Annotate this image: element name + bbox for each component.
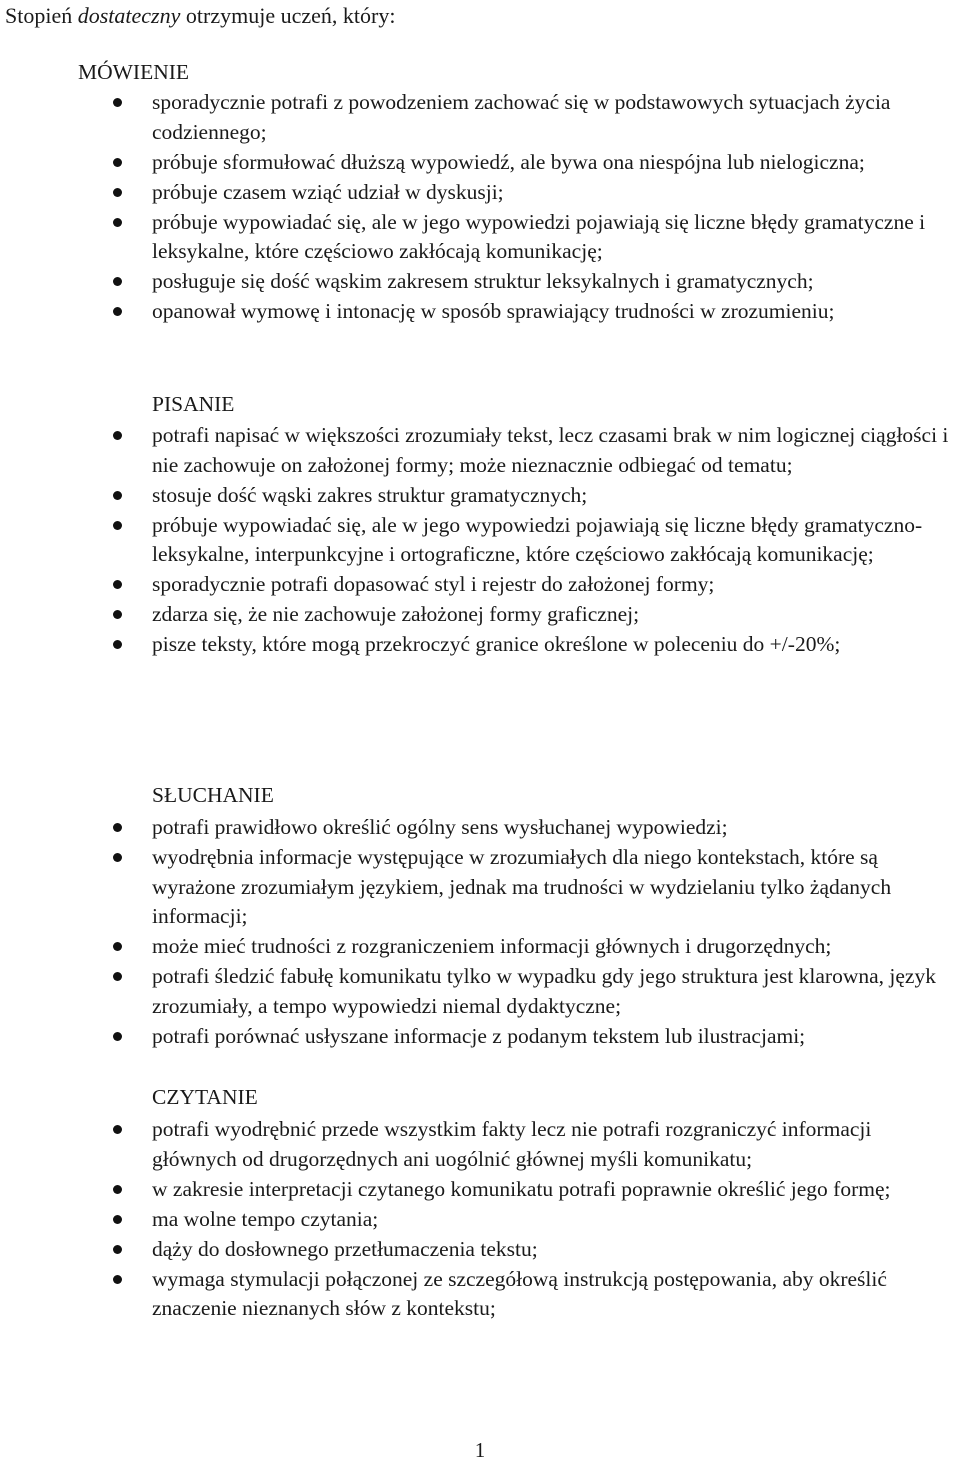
list-item [0,1175,958,1205]
list-item-text: próbuje czasem wziąć udział w dyskusji; [152,179,504,204]
bullet-icon [113,431,122,440]
writing-criteria-list [0,421,958,660]
list-item [0,813,958,843]
list-item-text: opanował wymowę i intonację w sposób sprawiający trudności w zrozumieniu; [152,299,835,324]
bullet-icon [113,972,122,981]
reading-criteria-list [0,1115,958,1324]
list-item [0,297,958,327]
bullet-icon [113,580,122,589]
list-item [0,208,958,267]
speaking-criteria-list [0,88,958,327]
bullet-icon [113,823,122,832]
list-item-text: próbuje wypowiadać się, ale w jego wypowiedzi pojawiają się liczne błędy gramatyczne i leksykalne, które częściowo zakłócają komunikację; [152,209,926,264]
bullet-icon [113,158,122,167]
bullet-icon [113,610,122,619]
list-item [0,178,958,208]
list-item [0,481,958,511]
list-item-text: sporadycznie potrafi dopasować styl i rejestr do założonej formy; [152,572,715,597]
list-item-text: stosuje dość wąski zakres struktur gramatycznych; [152,482,588,507]
list-item-text: w zakresie interpretacji czytanego komunikatu potrafi poprawnie określić jego formę; [152,1176,891,1201]
list-item [0,600,958,630]
list-item [0,421,958,480]
list-item-text: potrafi wyodrębnić przede wszystkim fakty lecz nie potrafi rozgraniczyć informacji głównych od drugorzędnych ani uogólnić głównej myśli komunikatu; [152,1117,872,1171]
list-item [0,148,958,178]
bullet-icon [113,1275,122,1284]
bullet-icon [113,491,122,500]
bullet-icon [113,1215,122,1224]
listening-criteria-list [0,813,958,1052]
list-item [0,570,958,600]
bullet-icon [113,1245,122,1254]
list-item [0,88,958,147]
list-item [0,630,958,660]
bullet-icon [113,853,122,862]
section-heading-reading: CZYTANIE [152,1085,258,1109]
list-item [0,843,958,932]
list-item-text: próbuje sformułować dłuższą wypowiedź, ale bywa ona niespójna lub nielogiczna; [152,149,865,174]
list-item-text: sporadycznie potrafi z powodzeniem zachować się w podstawowych sytuacjach życia codziennego; [152,90,891,144]
list-item [0,1205,958,1235]
list-item-text: zdarza się, że nie zachowuje założonej formy graficznej; [152,602,640,627]
page-title [5,1,395,31]
list-item [0,1265,958,1324]
list-item [0,962,958,1021]
list-item-text: pisze teksty, które mogą przekroczyć granice określone w poleceniu do +/-20%; [152,632,841,657]
section-heading-writing: PISANIE [152,392,235,416]
list-item [0,1022,958,1052]
bullet-icon [113,640,122,649]
list-item-text: dąży do dosłownego przetłumaczenia tekstu; [152,1236,538,1261]
title-suffix: otrzymuje uczeń, który: [180,3,396,28]
section-heading-listening: SŁUCHANIE [152,783,274,807]
bullet-icon [113,521,122,530]
list-item-text: wymaga stymulacji połączonej ze szczegółową instrukcją postępowania, aby określić znaczenie nieznanych słów z kontekstu; [152,1266,887,1321]
list-item [0,1115,958,1174]
title-prefix: Stopień [5,3,78,28]
list-item [0,511,958,570]
bullet-icon [113,277,122,286]
list-item-text: potrafi prawidłowo określić ogólny sens wysłuchanej wypowiedzi; [152,815,728,839]
list-item [0,1235,958,1265]
list-item-text: posługuje się dość wąskim zakresem struktur leksykalnych i gramatycznych; [152,269,814,294]
bullet-icon [113,98,122,107]
bullet-icon [113,188,122,197]
bullet-icon [113,1185,122,1194]
list-item-text: wyodrębnia informacje występujące w zrozumiałych dla niego kontekstach, które są wyrażone zrozumiałym językiem, jednak ma trudności w wydzielaniu tylko żądanych informacji; [152,844,892,929]
page-number: 1 [474,1438,486,1462]
list-item [0,932,958,962]
list-item-text: próbuje wypowiadać się, ale w jego wypowiedzi pojawiają się liczne błędy gramatyczno-leksykalne, interpunkcyjne i ortograficzne, które częściowo zakłócają komunikację; [152,512,923,567]
list-item [0,267,958,297]
list-item-text: ma wolne tempo czytania; [152,1206,379,1231]
list-item-text: może mieć trudności z rozgraniczeniem informacji głównych i drugorzędnych; [152,934,832,959]
bullet-icon [113,942,122,951]
list-item-text: potrafi śledzić fabułę komunikatu tylko w wypadku gdy jego struktura jest klarowna, język zrozumiały, a tempo wypowiedzi niemal dydaktyczne; [152,964,936,1018]
list-item-text: potrafi porównać usłyszane informacje z podanym tekstem lub ilustracjami; [152,1023,806,1048]
bullet-icon [113,1125,122,1134]
grade-name: dostateczny [77,3,181,28]
bullet-icon [113,218,122,227]
list-item-text: potrafi napisać w większości zrozumiały tekst, lecz czasami brak w nim logicznej ciągłości i nie zachowuje on założonej formy; może nieznacznie odbiegać od tematu; [152,423,949,477]
bullet-icon [113,1032,122,1041]
bullet-icon [113,307,122,316]
section-heading-speaking: MÓWIENIE [78,60,190,84]
